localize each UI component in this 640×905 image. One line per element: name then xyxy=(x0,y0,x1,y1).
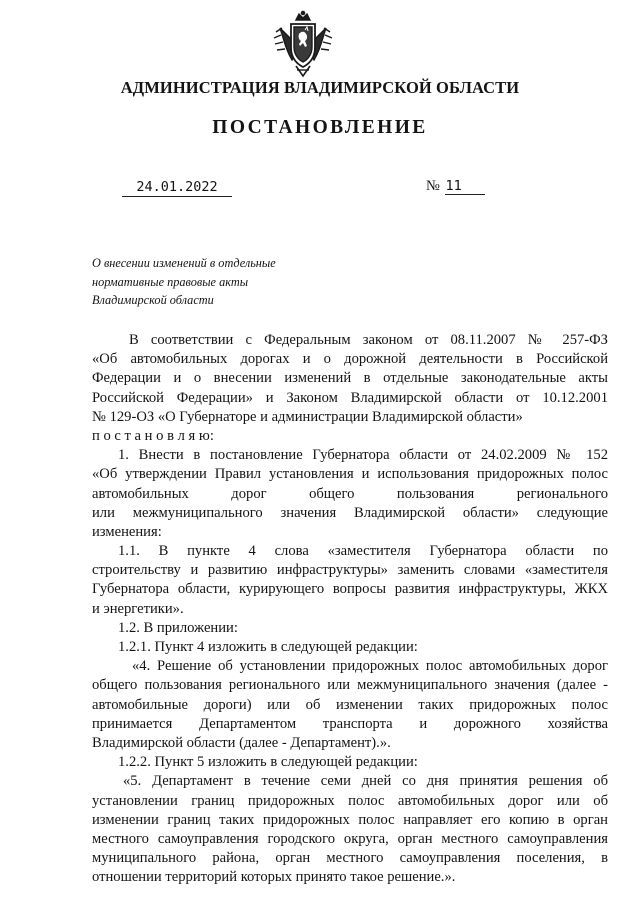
document-type-title: ПОСТАНОВЛЕНИЕ xyxy=(212,117,428,138)
body-line: 1.2.1. Пункт 4 изложить в следующей редакции: xyxy=(118,639,418,655)
organization-title: АДМИНИСТРАЦИЯ ВЛАДИМИРСКОЙ ОБЛАСТИ xyxy=(120,78,520,97)
body-line: отношении территорий которых принято такое решение.». xyxy=(92,869,456,886)
body-line: и энергетики». xyxy=(92,600,184,617)
body-line: муниципального района, орган местного самоуправления поселения, в xyxy=(92,850,608,867)
subject-line: Владимирской области xyxy=(92,293,214,307)
subject-line: нормативные правовые акты xyxy=(92,274,249,289)
body-line: «5. Департамент в течение семи дней со дня принятия решения об xyxy=(123,773,608,790)
body-line: общего пользования регионального или межмуниципального значения (далее - xyxy=(92,677,608,694)
body-line: местного самоуправления городского округа, орган местного самоуправления xyxy=(92,830,608,847)
body-line: Федерации и о внесении изменений в отдельные законодательные акты xyxy=(92,370,608,387)
number-sign: № xyxy=(426,178,440,194)
body-line: «4. Решение об установлении придорожных полос автомобильных дорог xyxy=(132,658,608,675)
body-line: п о с т а н о в л я ю: xyxy=(92,427,214,444)
body-line: 1. Внести в постановление Губернатора области от 24.02.2009 № 152 xyxy=(118,447,608,464)
body-line: 1.1. В пункте 4 слова «заместителя Губернатора области по xyxy=(118,543,608,560)
body-line: строительству и развитию инфраструктуры» заменить словами «заместителя xyxy=(92,562,608,579)
subject-line: О внесении изменений в отдельные xyxy=(92,256,276,270)
document-number-field xyxy=(426,178,485,195)
body-line: «Об утверждении Правил установления и использования придорожных полос xyxy=(92,466,608,483)
body-line: изменения: xyxy=(92,523,162,540)
body-line: установлении границ придорожных полос автомобильных дорог или об xyxy=(92,792,608,809)
body-line: Губернатора области, курирующего вопросы развития инфраструктуры, ЖКХ xyxy=(92,581,608,598)
body-line: принимается Департаментом транспорта и дорожного хозяйства xyxy=(92,715,608,732)
document-date: 24.01.2022 xyxy=(122,179,232,197)
body-line: 1.2.2. Пункт 5 изложить в следующей редакции: xyxy=(118,754,418,771)
body-line: автомобильные дороги) или об изменении таких придорожных полос xyxy=(92,696,608,713)
document-body xyxy=(92,331,608,887)
document-number: 11 xyxy=(445,178,485,195)
body-line: или межмуниципального значения Владимирской области» следующие xyxy=(92,504,608,521)
body-line: В соответствии с Федеральным законом от 08.11.2007 № 257-ФЗ xyxy=(129,332,608,348)
document-subject xyxy=(92,254,322,310)
body-line: № 129-ОЗ «О Губернаторе и администрации Владимирской области» xyxy=(92,408,523,425)
body-line: изменении границ таких придорожных полос направляет его копию в орган xyxy=(92,811,608,828)
body-line: Российской Федерации» и Законом Владимирской области от 10.12.2001 xyxy=(92,389,608,406)
body-line: автомобильных дорог общего пользования регионального xyxy=(92,485,608,502)
coat-of-arms-icon xyxy=(272,10,334,78)
body-line: 1.2. В приложении: xyxy=(118,619,238,636)
body-line: «Об автомобильных дорогах и о дорожной деятельности в Российской xyxy=(92,351,608,368)
body-line: Владимирской области (далее - Департамент).». xyxy=(92,734,391,751)
